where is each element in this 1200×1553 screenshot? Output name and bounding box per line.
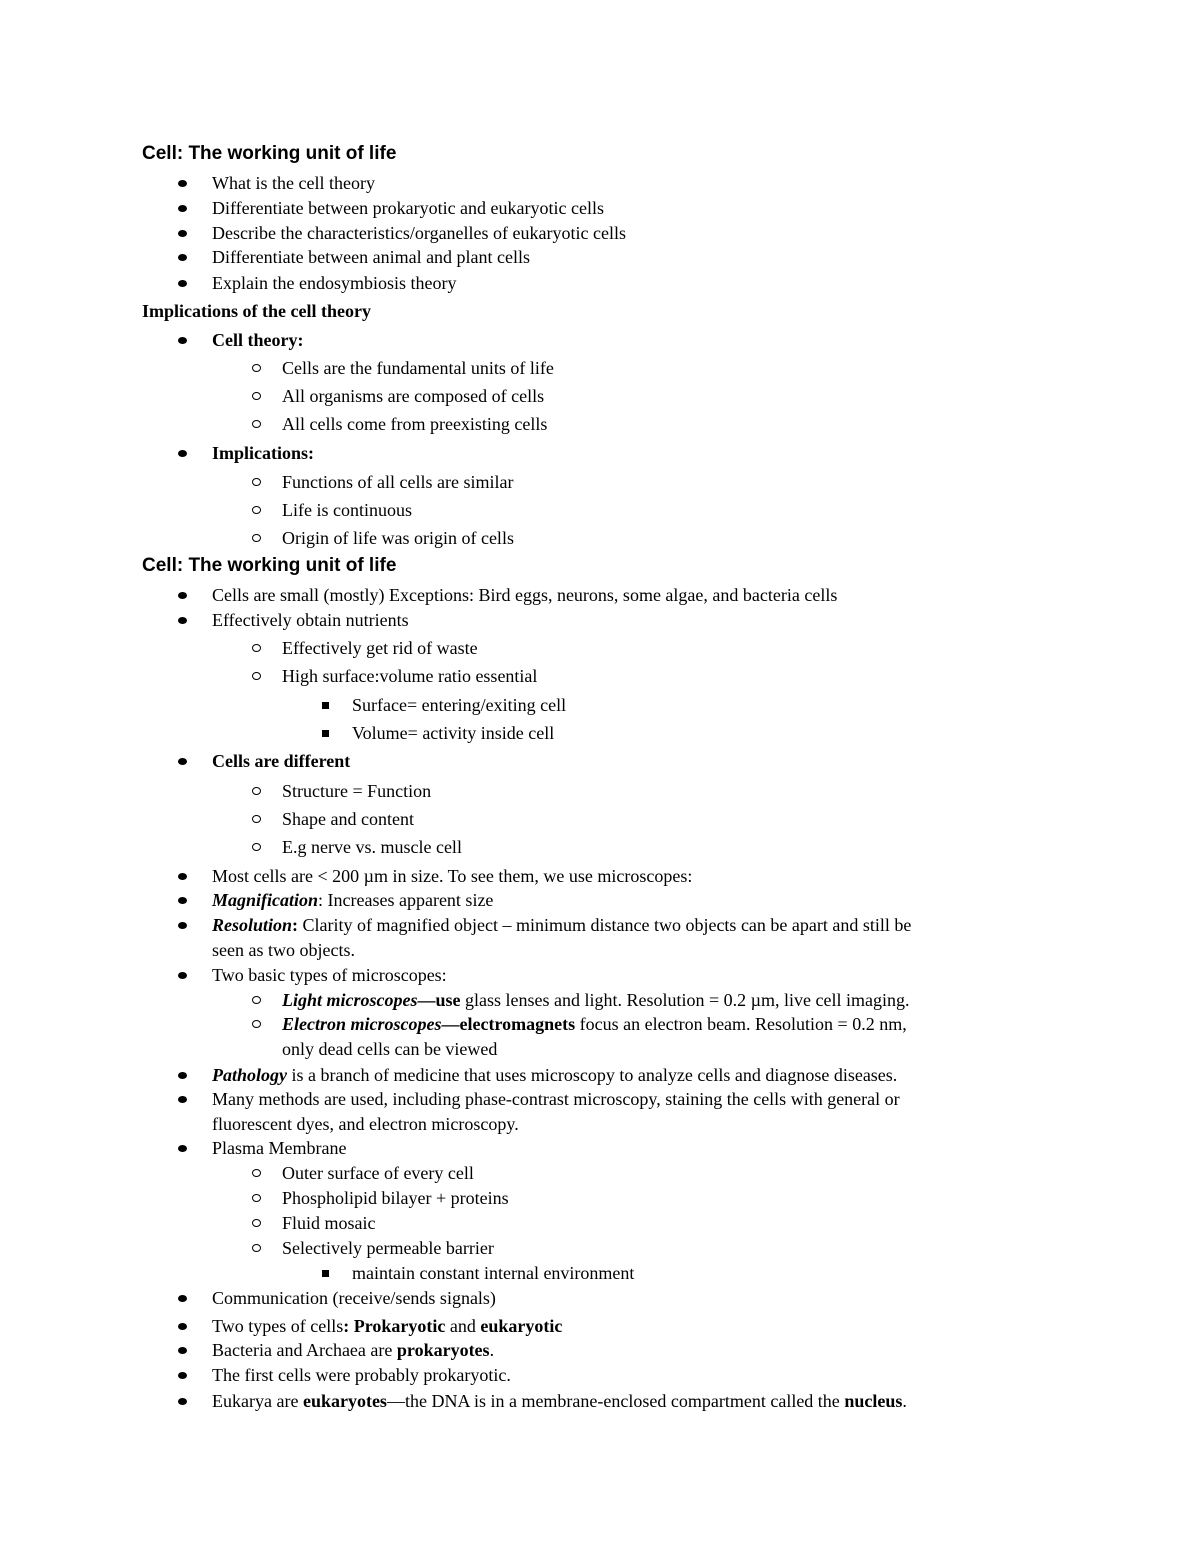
bullet-circle-icon xyxy=(249,384,269,408)
list-item-light xyxy=(282,988,910,1012)
bullet-circle-icon xyxy=(249,1236,269,1260)
bullet-circle-icon xyxy=(249,1211,269,1235)
text: Clarity of magnified object – minimum distance two objects can be apart and still be xyxy=(298,915,912,935)
list-item-continuation: only dead cells can be viewed xyxy=(282,1039,498,1059)
text: . xyxy=(489,1340,495,1360)
term: eukaryotic xyxy=(480,1316,563,1336)
list-item: maintain constant internal environment xyxy=(352,1263,635,1283)
bullet-disc-icon xyxy=(174,328,194,352)
bullet-circle-icon xyxy=(249,1012,269,1036)
term: Light microscopes xyxy=(282,990,418,1010)
bullet-circle-icon xyxy=(249,779,269,803)
list-item: Origin of life was origin of cells xyxy=(282,528,514,548)
list-item: Structure = Function xyxy=(282,781,432,801)
bullet-disc-icon xyxy=(174,271,194,295)
text: glass lenses and light. Resolution = 0.2 µm, live cell imaging. xyxy=(460,990,910,1010)
list-item: Effectively get rid of waste xyxy=(282,638,478,658)
bullet-circle-icon xyxy=(249,1161,269,1185)
list-item: Life is continuous xyxy=(282,500,412,520)
bullet-disc-icon xyxy=(174,963,194,987)
list-item: Cells are small (mostly) Exceptions: Bird eggs, neurons, some algae, and bacteria cells xyxy=(212,585,838,605)
list-item: Describe the characteristics/organelles of eukaryotic cells xyxy=(212,223,626,243)
bullet-disc-icon xyxy=(174,1286,194,1310)
bullet-circle-icon xyxy=(249,988,269,1012)
list-item-continuation: fluorescent dyes, and electron microscopy. xyxy=(212,1114,519,1134)
list-item: The first cells were probably prokaryotic. xyxy=(212,1365,511,1385)
term: nucleus xyxy=(844,1391,903,1411)
colon: : xyxy=(343,1316,350,1336)
text: is a branch of medicine that uses microscopy to analyze cells and diagnose diseases. xyxy=(287,1065,898,1085)
list-item: What is the cell theory xyxy=(212,173,375,193)
term: Prokaryotic xyxy=(349,1316,446,1336)
list-item-electron xyxy=(282,1012,907,1036)
list-item: E.g nerve vs. muscle cell xyxy=(282,837,462,857)
term-suffix: —use xyxy=(417,990,461,1010)
list-item-bacteria xyxy=(212,1338,494,1362)
term: Resolution xyxy=(212,915,293,935)
text: and xyxy=(445,1316,481,1336)
bullet-circle-icon xyxy=(249,412,269,436)
term: Pathology xyxy=(212,1065,287,1085)
colon: : xyxy=(292,915,299,935)
bullet-disc-icon xyxy=(174,441,194,465)
group-label-implications: Implications: xyxy=(212,443,315,463)
list-item: Effectively obtain nutrients xyxy=(212,610,409,630)
list-item: Differentiate between animal and plant cells xyxy=(212,247,531,267)
bullet-disc-icon xyxy=(174,221,194,245)
bullet-disc-icon xyxy=(174,196,194,220)
bullet-circle-icon xyxy=(249,807,269,831)
bullet-disc-icon xyxy=(174,888,194,912)
text: Bacteria and Archaea are xyxy=(212,1340,397,1360)
bullet-disc-icon xyxy=(174,608,194,632)
term: prokaryotes xyxy=(396,1340,490,1360)
term: Magnification xyxy=(212,890,319,910)
list-item: Volume= activity inside cell xyxy=(352,723,555,743)
list-item: Phospholipid bilayer + proteins xyxy=(282,1188,509,1208)
section-heading-2: Implications of the cell theory xyxy=(142,301,371,321)
section-heading-1: Cell: The working unit of life xyxy=(142,143,397,164)
bullet-circle-icon xyxy=(249,1186,269,1210)
list-item: Shape and content xyxy=(282,809,414,829)
bullet-circle-icon xyxy=(249,664,269,688)
list-item: Surface= entering/exiting cell xyxy=(352,695,567,715)
list-item-cell-types xyxy=(212,1314,562,1338)
list-item: Selectively permeable barrier xyxy=(282,1238,494,1258)
list-item: Functions of all cells are similar xyxy=(282,472,514,492)
bullet-circle-icon xyxy=(249,498,269,522)
list-item-pathology xyxy=(212,1063,897,1087)
list-item: Many methods are used, including phase-contrast microscopy, staining the cells with general or xyxy=(212,1089,900,1109)
bullet-square-icon xyxy=(319,721,339,745)
list-item-magnification xyxy=(212,888,493,912)
text: Two types of cells xyxy=(212,1316,344,1336)
list-item: All cells come from preexisting cells xyxy=(282,414,548,434)
list-item-eukarya xyxy=(212,1389,907,1413)
list-item: High surface:volume ratio essential xyxy=(282,666,538,686)
list-item: Explain the endosymbiosis theory xyxy=(212,273,457,293)
list-item: Differentiate between prokaryotic and eukaryotic cells xyxy=(212,198,604,218)
text: focus an electron beam. Resolution = 0.2 nm, xyxy=(575,1014,907,1034)
list-item: Cells are the fundamental units of life xyxy=(282,358,554,378)
bullet-disc-icon xyxy=(174,171,194,195)
bullet-circle-icon xyxy=(249,636,269,660)
text: : Increases apparent size xyxy=(318,890,494,910)
bullet-disc-icon xyxy=(174,583,194,607)
bullet-circle-icon xyxy=(249,526,269,550)
bullet-disc-icon xyxy=(174,1363,194,1387)
bullet-disc-icon xyxy=(174,1087,194,1111)
bullet-circle-icon xyxy=(249,356,269,380)
text: . xyxy=(902,1391,907,1411)
bullet-disc-icon xyxy=(174,1389,194,1413)
bullet-disc-icon xyxy=(174,1136,194,1160)
list-item: Plasma Membrane xyxy=(212,1138,347,1158)
section-heading-3: Cell: The working unit of life xyxy=(142,555,397,576)
term-suffix: —electromagnets xyxy=(441,1014,576,1034)
group-label-cell-theory: Cell theory: xyxy=(212,330,304,350)
term: eukaryotes xyxy=(302,1391,387,1411)
bullet-disc-icon xyxy=(174,1338,194,1362)
list-item-continuation: seen as two objects. xyxy=(212,940,355,960)
text: —the DNA is in a membrane-enclosed compartment called the xyxy=(386,1391,845,1411)
list-item: All organisms are composed of cells xyxy=(282,386,545,406)
list-item: Communication (receive/sends signals) xyxy=(212,1288,496,1308)
text: Eukarya are xyxy=(212,1391,303,1411)
term: Electron microscopes xyxy=(282,1014,442,1034)
bullet-disc-icon xyxy=(174,1314,194,1338)
bullet-circle-icon xyxy=(249,470,269,494)
bullet-disc-icon xyxy=(174,1063,194,1087)
list-item-resolution xyxy=(212,913,911,937)
bullet-circle-icon xyxy=(249,835,269,859)
bullet-disc-icon xyxy=(174,749,194,773)
bullet-square-icon xyxy=(319,693,339,717)
bullet-square-icon xyxy=(319,1261,339,1285)
list-item: Outer surface of every cell xyxy=(282,1163,474,1183)
bullet-disc-icon xyxy=(174,245,194,269)
list-item: Fluid mosaic xyxy=(282,1213,376,1233)
bullet-disc-icon xyxy=(174,864,194,888)
list-item: Two basic types of microscopes: xyxy=(212,965,447,985)
bullet-disc-icon xyxy=(174,913,194,937)
list-item: Most cells are < 200 µm in size. To see them, we use microscopes: xyxy=(212,866,693,886)
group-label-cells-different: Cells are different xyxy=(212,751,351,771)
